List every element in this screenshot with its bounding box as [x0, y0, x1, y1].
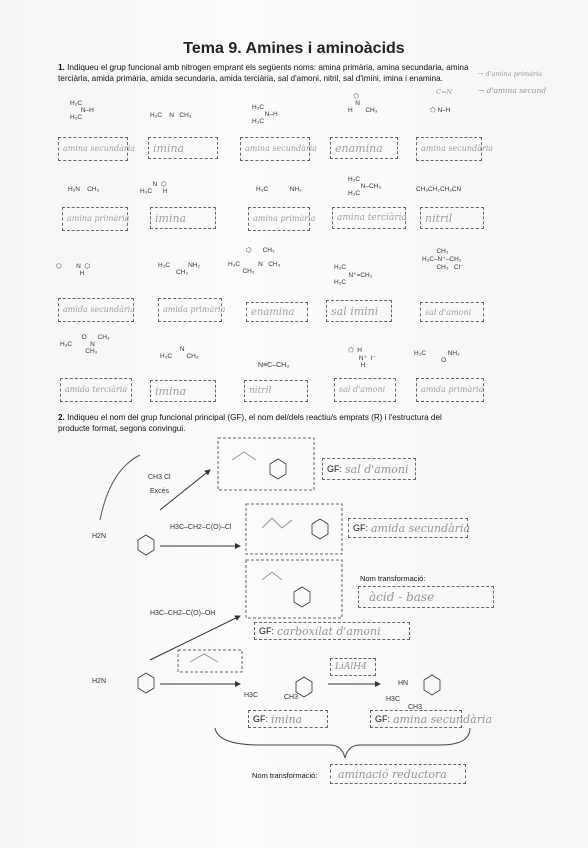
imine-methyl-label: H3C [244, 692, 259, 699]
molecule-structure: H₃C N⁺=CH₂ H₃C [334, 264, 373, 286]
molecule-structure: H₃C N–CH₃ H₃C [348, 176, 381, 197]
functional-group-box[interactable]: GF: sal d'amoni [322, 458, 416, 480]
amine-methyl-label: CH3 [408, 704, 423, 711]
margin-note: → d'amina primària [478, 70, 543, 78]
answer-box[interactable]: amida terciària [60, 378, 132, 402]
molecule-structure: H₂N CH₃ [68, 186, 100, 193]
molecule-structure: H₃C N CH₃ [150, 112, 192, 119]
molecule-structure: H₃C N–H H₃C [70, 100, 94, 121]
amine-label: H2N [92, 678, 107, 685]
imine-methyl-label: CH3 [284, 694, 299, 701]
functional-group-box[interactable]: GF: amida secundària [348, 518, 468, 538]
question-number: 1. [58, 63, 65, 72]
reagent-label: CH3 Cl [148, 474, 171, 481]
instruction-line: Indiqueu el nom del grup funcional principal (GF), el nom del/dels reactiu/s emprats (R) i l'estructura del [67, 413, 442, 422]
reagent-box[interactable]: LiAlH4 [330, 658, 376, 676]
answer-box[interactable]: amina secundària [58, 137, 128, 161]
answer-box[interactable]: amida primària [158, 298, 222, 322]
amine-nh-label: HN [398, 680, 409, 687]
answer-box[interactable]: amida secundària [58, 298, 134, 322]
answer-box[interactable]: amina primària [248, 207, 310, 231]
molecule-structure: ⬡ CH₃ H₃C N CH₃ CH₃ [228, 247, 281, 275]
transformation-label: Nom transformació: [252, 771, 318, 780]
molecule-structure: H₃C N–H H₃C [252, 104, 278, 125]
instruction-line: Indiqueu el grup funcional amb nitrogen emprant els següents noms: amina primària, amina secundaria, amina [67, 63, 469, 72]
molecule-structure: O CH₃ H₃C N CH₃ [60, 334, 110, 355]
transformation-label: Nom transformació: [360, 574, 426, 583]
acid-structure: H3C–CH2–C(O)–OH [150, 610, 216, 617]
page-title: Tema 9. Amines i aminoàcids [183, 40, 405, 57]
answer-box[interactable]: sal d'amoni [420, 302, 484, 322]
answer-box[interactable]: imina [150, 380, 216, 402]
answer-box[interactable]: nitril [244, 380, 308, 402]
answer-box[interactable]: amina secundària [416, 137, 482, 161]
functional-group-box[interactable]: GF: carboxilat d'amoni [254, 622, 410, 640]
answer-box[interactable]: nitril [420, 207, 484, 229]
answer-box[interactable]: sal imini [326, 300, 392, 322]
molecule-structure: H₃C NH₂ CH₃ [158, 262, 201, 276]
reagent-note: Excés [150, 488, 170, 495]
molecule-structure: ⬠ H N⁺ I⁻ H [348, 347, 376, 369]
transformation-box[interactable]: àcid - base [358, 586, 494, 608]
answer-box[interactable]: amina secundària [240, 137, 310, 161]
molecule-structure: H₃C NH₂ [256, 186, 302, 193]
acyl-chloride-structure: H3C–CH2–C(O)–Cl [170, 524, 232, 531]
instruction-line: producte format, segons convingui. [58, 424, 186, 433]
amine-methyl-label: H3C [386, 696, 401, 703]
margin-note: C=N [436, 88, 453, 96]
answer-box[interactable]: imina [150, 207, 216, 229]
transformation-box[interactable]: aminació reductora [330, 764, 466, 784]
molecule-structure: ⬠ N–H [430, 107, 451, 114]
answer-box[interactable]: enamina [246, 302, 308, 322]
answer-box[interactable]: amina primària [62, 207, 128, 231]
molecule-structure: H₃C NH₂ O [414, 350, 460, 364]
answer-box[interactable]: amida primària [416, 378, 484, 402]
molecule-structure: N ⬡ H₃C H [140, 181, 168, 195]
margin-note: → d'amina secund [478, 86, 547, 95]
molecule-structure: ⬠ N H CH₃ [348, 93, 378, 114]
answer-box[interactable]: amina terciària [332, 207, 406, 229]
amine-label: H2N [92, 533, 107, 540]
answer-box[interactable]: enamina [330, 137, 398, 159]
answer-box[interactable]: sal d'amoni [334, 378, 396, 402]
functional-group-box[interactable]: GF: amina secundària [370, 710, 462, 728]
molecule-structure: CH₃ H₃C–N⁺–CH₃ CH₃ Cl⁻ [422, 248, 464, 271]
functional-group-box[interactable]: GF: imina [248, 710, 328, 728]
question-number: 2. [58, 413, 65, 422]
answer-box[interactable]: imina [148, 137, 218, 159]
molecule-structure: CH₃CH₂CH₂CN [416, 186, 462, 193]
instruction-line: terciària, amida primària, amida secundaria, amida terciària, sal d'amoni, nitril, sal d'imini, imina i enamina. [58, 74, 443, 83]
molecule-structure: N≡C–CH₃ [258, 362, 290, 369]
molecule-structure: ⬡ N ⬡ H [56, 263, 91, 277]
molecule-structure: N H₃C CH₃ [160, 346, 199, 360]
